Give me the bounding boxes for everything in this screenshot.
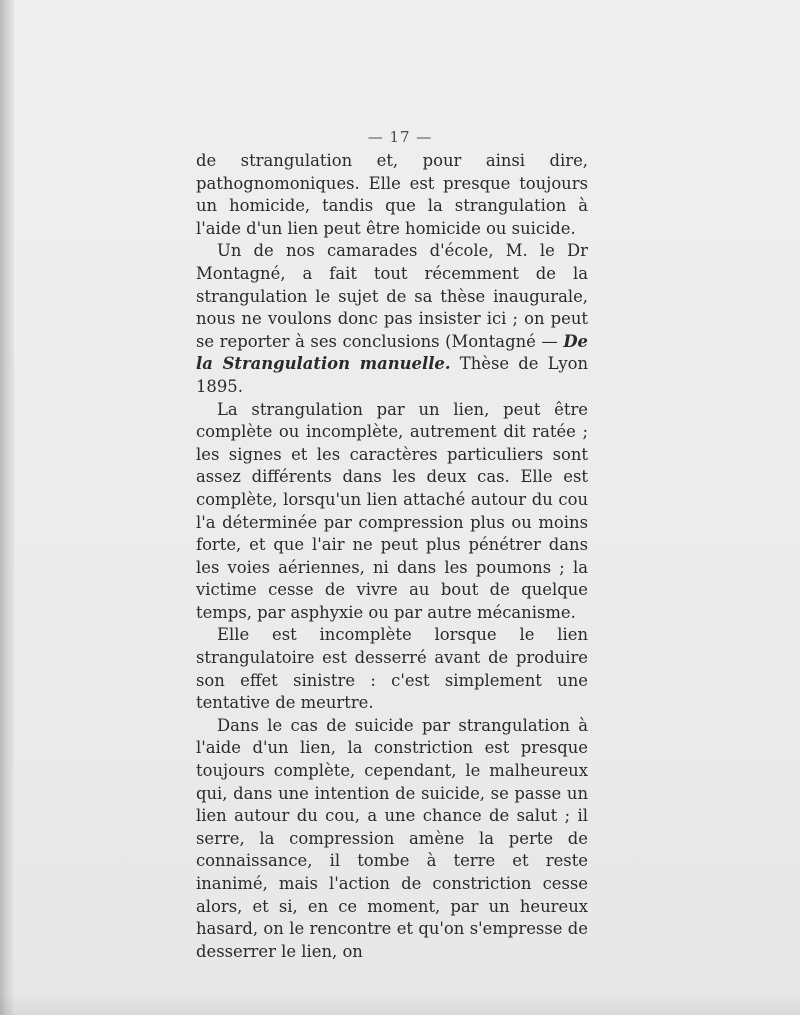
paragraph-3: La strangulation par un lien, peut être complète ou incomplète, autrement dit ratée ; les signes et les caractères particuliers sont assez différents dans les deux cas. Elle est complète, lorsqu'un lien attaché autour du cou l'a déterminée par compression plus ou moins forte, et que l'air ne peut plus pénétrer dans les voies aériennes, ni dans les poumons ; la victime cesse de vivre au bout de quelque temps, par asphyxie ou par autre mécanisme. <box>196 399 588 622</box>
page-bottom-shadow <box>0 993 800 1015</box>
cited-thesis-title: De la Strangulation manuelle. <box>196 331 588 374</box>
page-number: — 17 — <box>367 128 433 146</box>
paragraph-5: Dans le cas de suicide par strangulation à l'aide d'un lien, la constriction est presque toujours complète, cependant, le malheureux qui, dans une intention de suicide, se passe un lien autour du cou, a une chance de salut ; il serre, la compression amène la perte de connaissance, il tombe à terre et reste inanimé, mais l'action de constriction cesse alors, et si, en ce moment, par un heureux hasard, on le rencontre et qu'on s'empresse de desserrer le lien, on <box>196 715 588 961</box>
body-text <box>196 150 588 963</box>
paragraph-2 <box>196 240 588 398</box>
paragraph-2-after: Thèse de Lyon 1895. <box>196 354 589 396</box>
paragraph-4: Elle est incomplète lorsque le lien strangulatoire est desserré avant de produire son effet sinistre : c'est simplement une tentative de meurtre. <box>196 625 588 713</box>
page-binding-edge <box>0 0 14 1015</box>
paragraph-2-before: Un de nos camarades d'école, M. le Dr Montagné, a fait tout récemment de la strangulation le sujet de sa thèse inaugurale, nous ne voulons donc pas insister ici ; on peut se reporter à ses conclusions (Montagné — <box>196 241 588 351</box>
paragraph-1: de strangulation et, pour ainsi dire, pathognomoniques. Elle est presque toujours un homicide, tandis que la strangulation à l'aide d'un lien peut être homicide ou suicide. <box>196 151 588 238</box>
